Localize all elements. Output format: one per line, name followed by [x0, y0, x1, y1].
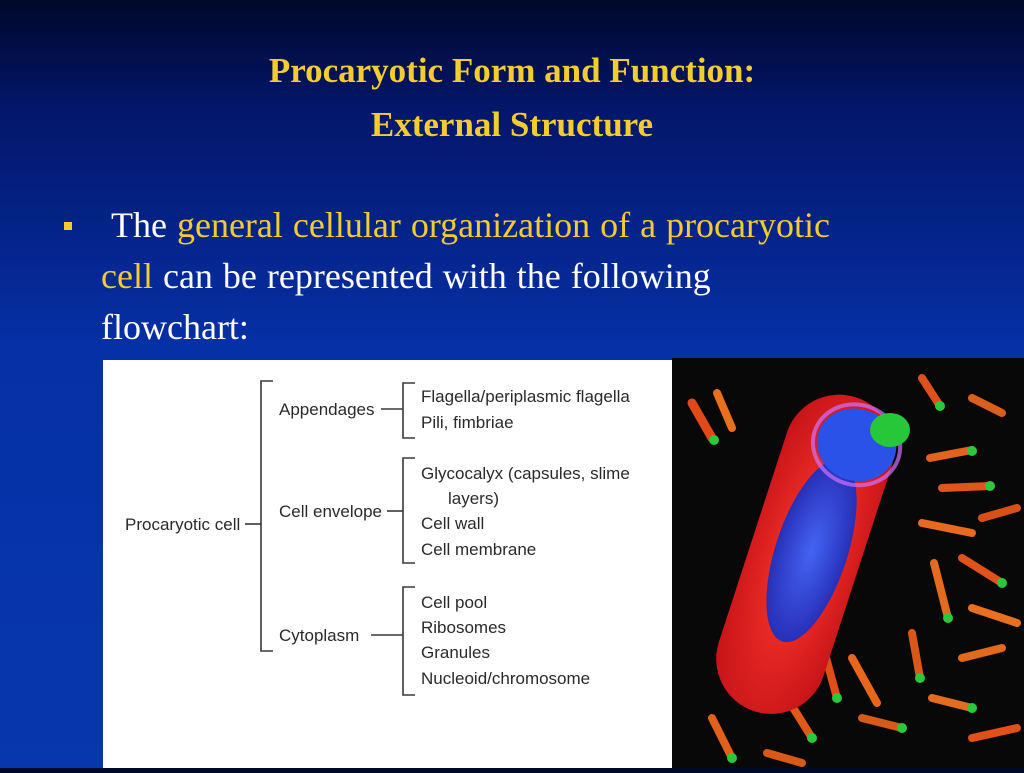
flowchart-diagram [103, 360, 672, 768]
leaf-glycocalyx-cont: layers) [448, 489, 500, 508]
body-text-part-3: flowchart: [101, 307, 249, 347]
leaf-nucleoid: Nucleoid/chromosome [421, 669, 591, 688]
branch-label-cell-envelope: Cell envelope [279, 502, 383, 521]
leaf-cell-wall: Cell wall [421, 514, 485, 533]
body-text [101, 200, 991, 353]
body-highlight-2: cell [101, 256, 153, 296]
root-label: Procaryotic cell [125, 515, 241, 534]
body-text-part-2: can be represented with the following [162, 256, 711, 296]
leaf-cell-membrane: Cell membrane [421, 540, 537, 559]
branch-label-appendages: Appendages [279, 400, 375, 419]
body-text-part-1: The [111, 205, 167, 245]
appendages-bracket [403, 383, 415, 438]
leaf-granules: Granules [421, 643, 490, 662]
bacteria-micrograph-image [672, 358, 1024, 768]
flowchart-panel [103, 360, 672, 768]
branch-label-cytoplasm: Cytoplasm [279, 626, 360, 645]
leaf-flagella: Flagella/periplasmic flagella [421, 387, 630, 406]
leaf-glycocalyx: Glycocalyx (capsules, slime [421, 464, 630, 483]
envelope-bracket [403, 458, 415, 563]
body-highlight-1: general cellular organization of a procaryotic [176, 205, 830, 245]
cytoplasm-bracket [403, 587, 415, 695]
main-bracket [261, 381, 273, 651]
leaf-ribosomes: Ribosomes [421, 618, 507, 637]
leaf-cell-pool: Cell pool [421, 593, 488, 612]
slide-title-line-2: External Structure [370, 105, 654, 144]
micrograph-illustration [672, 358, 1024, 768]
leaf-pili: Pili, fimbriae [421, 413, 514, 432]
slide-title [0, 44, 1024, 152]
bullet-square-icon [64, 222, 72, 230]
slide-title-line-1: Procaryotic Form and Function: [268, 51, 756, 90]
